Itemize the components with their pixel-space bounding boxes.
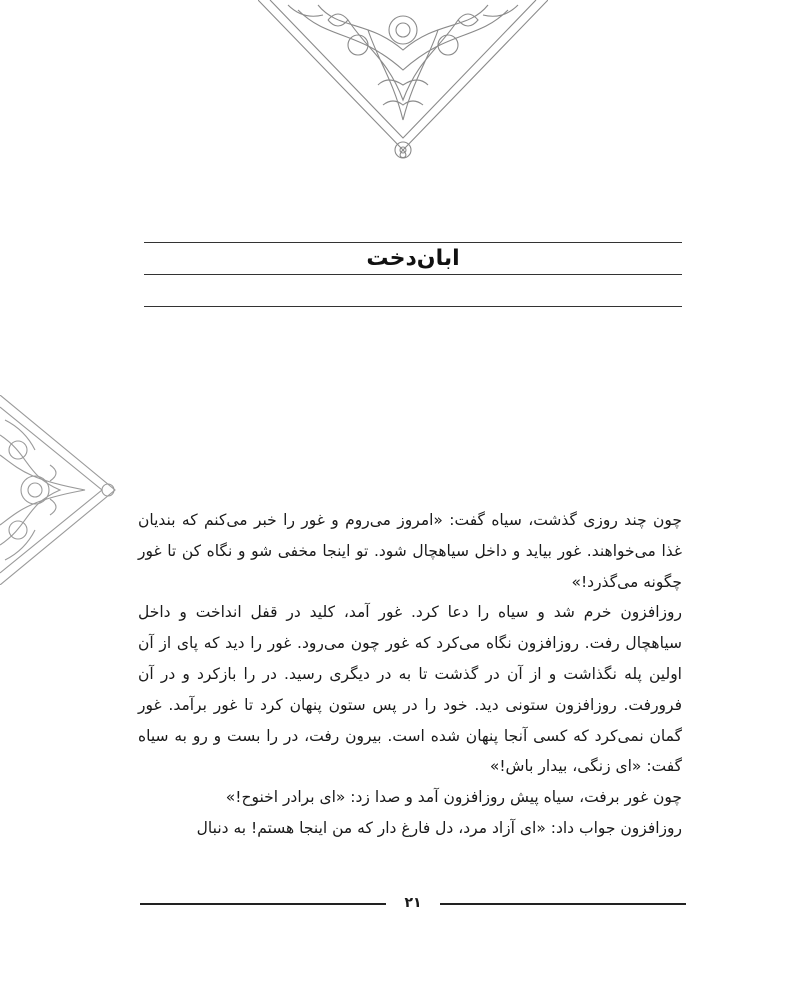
chapter-header bbox=[144, 238, 682, 310]
paragraph: روزافزون جواب داد: «ای آزاد مرد، دل فارغ دار که من اینجا هستم! به دنبال bbox=[196, 818, 682, 837]
footer-rule-right bbox=[440, 903, 686, 905]
left-ornament-icon bbox=[0, 395, 122, 585]
paragraph: چون غور برفت، سیاه پیش روزافزون آمد و صدا زد: «ای برادر اخنوح!» bbox=[225, 788, 682, 807]
page-number: ۲۱ bbox=[404, 895, 422, 911]
paragraph: روزافزون خرم شد و سیاه را دعا کرد. غور آمد، کلید در قفل انداخت و داخل سیاهچال رفت. روزافزون نگاه می‌کرد که غور چون می‌رود. غور را دید که پای از آن اولین پله نگذاشت و از آن در گذشت تا به در دیگری رسید. در را بازکرد و در آن فرورفت. روزافزون ستونی دید. خود را در پس ستون پنهان کرد تا غور برآمد. غور گمان نمی‌کرد که کسی آنجا پنهان شده است. بیرون رفت، در را بست و رو به سیاه گفت: «ای زنگی، بیدار باش!» bbox=[138, 603, 682, 776]
top-ornament-icon bbox=[258, 0, 548, 165]
paragraph: چون چند روزی گذشت، سیاه گفت: «امروز می‌روم و غور را خبر می‌کنم که بندیان غذا می‌خواهند. غور بیاید و داخل سیاهچال شود. تو اینجا مخفی شو و نگاه کن تا غور چگونه می‌گذرد!» bbox=[138, 511, 682, 591]
title-rule-bottom bbox=[144, 306, 682, 307]
page-footer bbox=[140, 893, 686, 913]
chapter-title: ابان‌دخت bbox=[366, 245, 460, 271]
title-rule-middle bbox=[144, 274, 682, 275]
body-text bbox=[138, 505, 682, 844]
